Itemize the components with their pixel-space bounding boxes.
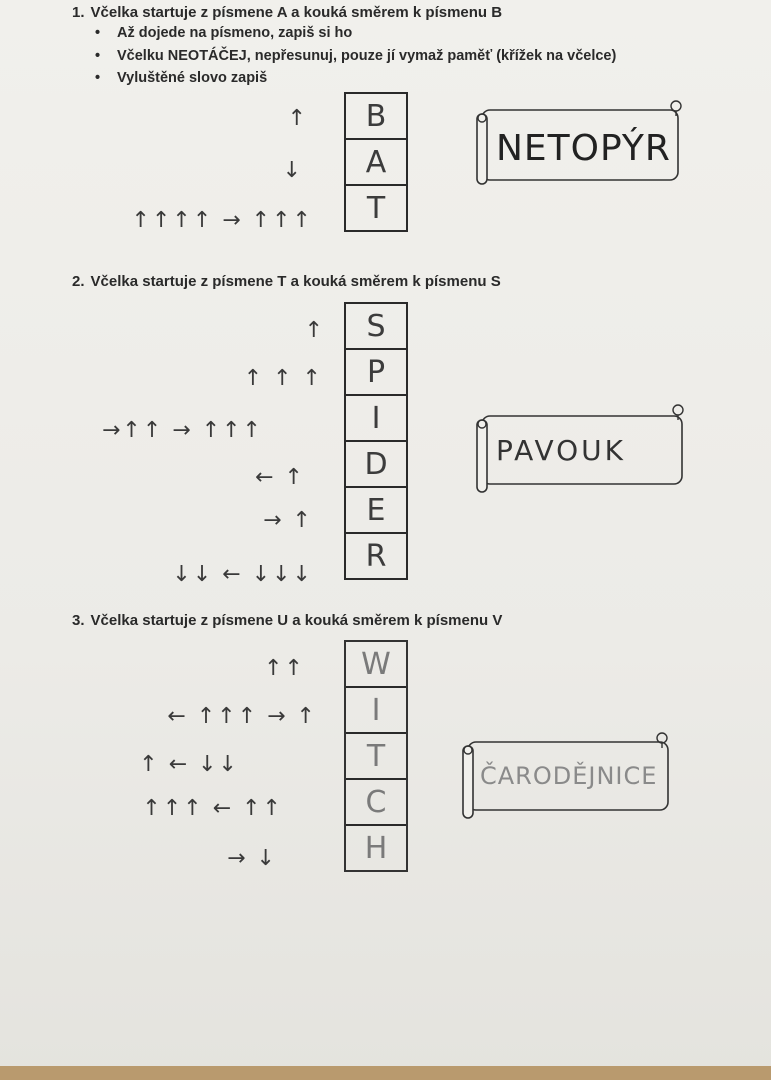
task1-letter-column [344,92,408,232]
letter-cell: I [346,396,406,442]
task2-arrow-row-5: → ↑ [263,508,313,533]
letter-cell: W [346,642,406,688]
task3-number: 3. [72,612,85,629]
task3-heading [72,612,502,629]
task3-answer-scroll [460,728,676,822]
letter-cell: P [346,350,406,396]
letter-cell: C [346,780,406,826]
task2-heading-text: Včelka startuje z písmene T a kouká směrem k písmenu S [90,273,501,290]
letter-cell: T [366,190,386,226]
task2-answer: PAVOUK [496,434,627,467]
task2-number: 2. [72,273,85,290]
task3-answer: ČARODĚJNICE [480,762,658,790]
task2-arrow-row-3: →↑↑ → ↑↑↑ [101,418,263,443]
task1-heading-text: Včelka startuje z písmene A a kouká směrem k písmenu B [90,4,503,21]
task1-arrow-row-2: ↓ [282,158,303,183]
table-edge [0,1066,771,1080]
task1-rules-list [95,22,616,90]
letter-cell: R [365,538,387,574]
letter-cell: I [346,688,406,734]
task3-arrow-row-1: ↑↑ [264,656,305,681]
letter-cell: E [346,488,406,534]
rule-item: • Až dojede na písmeno, zapiš si ho [95,22,616,45]
letter-cell: B [346,94,406,140]
task1-heading [72,4,502,21]
task2-arrow-row-1: ↑ [304,318,325,343]
task1-answer-scroll [474,96,686,190]
rule-item: • Včelku NEOTÁČEJ, nepřesunuj, pouze jí vymaž paměť (křížek na včelce) [95,45,616,68]
task1-number: 1. [72,4,85,21]
task2-answer-scroll [474,402,688,496]
task3-letter-column [344,640,408,872]
task3-arrow-row-4: ↑↑↑ ← ↑↑ [142,796,283,821]
letter-cell: A [346,140,406,186]
task1-arrow-row-3: ↑↑↑↑ → ↑↑↑ [131,208,313,233]
letter-cell: S [346,304,406,350]
task2-arrow-row-6: ↓↓ ← ↓↓↓ [172,562,313,587]
letter-cell: D [346,442,406,488]
task2-letter-column [344,302,408,580]
task1-answer: NETOPÝR [496,128,671,169]
task3-arrow-row-2: ← ↑↑↑ → ↑ [167,704,317,729]
rule-item: • Vyluštěné slovo zapiš [95,67,616,90]
task3-heading-text: Včelka startuje z písmene U a kouká směrem k písmenu V [90,612,503,629]
task2-arrow-row-4: ← ↑ [255,465,305,490]
task1-arrow-row-1: ↑ [287,106,308,131]
task3-arrow-row-3: ↑ ← ↓↓ [139,752,239,777]
task2-heading [72,273,501,290]
letter-cell: H [364,830,388,866]
task2-arrow-row-2: ↑ ↑ ↑ [243,366,323,391]
letter-cell: T [346,734,406,780]
task3-arrow-row-5: → ↓ [227,846,277,871]
